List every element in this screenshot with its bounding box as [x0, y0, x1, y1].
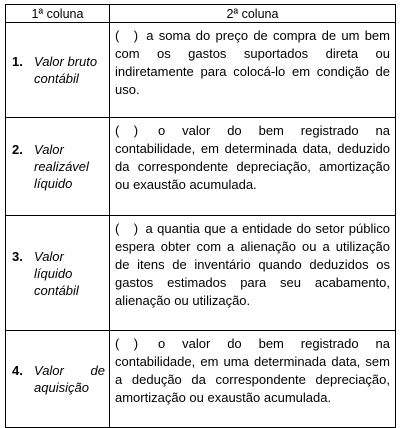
paren-open: (: [115, 221, 120, 236]
term-number: 3.: [12, 248, 23, 264]
header-row: [6, 5, 396, 23]
term-label: [34, 248, 105, 299]
paren-open: (: [115, 123, 120, 138]
term-label-line: Valor bruto: [34, 54, 98, 69]
answer-blank[interactable]: [115, 220, 141, 238]
definition-cell: [110, 118, 396, 216]
paren-close: ): [133, 123, 139, 138]
definition-text: o valor do bem registrado na contabilidade, em determinada data, deduzido da correspondente depreciação, amortização ou exaustão acumulada.: [115, 123, 390, 192]
term-label-line: Valor: [34, 142, 64, 157]
term-label-line: líquido: [34, 176, 73, 191]
term-cell: [6, 216, 110, 331]
definition-text: o valor do bem registrado na contabilidade, em uma determinada data, sem a dedução da correspondente depreciação, amortização ou exaustão acumulada.: [115, 336, 390, 405]
term-cell: [6, 23, 110, 118]
term-label: [34, 362, 105, 396]
term-label-line: Valor de: [34, 363, 105, 378]
term-label-line: aquisição: [34, 380, 89, 395]
definition-cell: [110, 331, 396, 428]
term-cell: [6, 331, 110, 428]
matching-table: [5, 4, 396, 428]
term-label-line: contábil: [34, 282, 79, 298]
term-number: 1.: [12, 54, 23, 69]
term-label-line: realizável: [34, 159, 89, 174]
table-row: [6, 331, 396, 428]
term-label-line: Valor: [34, 248, 64, 264]
definition-cell: [110, 23, 396, 118]
paren-open: (: [115, 28, 120, 43]
paren-open: (: [115, 336, 120, 351]
table-row: [6, 216, 396, 331]
table-row: [6, 23, 396, 118]
term-number: 2.: [12, 142, 23, 157]
term-number: 4.: [12, 363, 23, 378]
definition-cell: [110, 216, 396, 331]
answer-blank[interactable]: [115, 122, 141, 140]
column-1-header: 1ª coluna: [6, 5, 110, 23]
term-cell: [6, 118, 110, 216]
paren-close: ): [133, 336, 139, 351]
column-2-header: 2ª coluna: [110, 5, 396, 23]
term-label-line: líquido: [34, 265, 73, 281]
definition-text: a soma do preço de compra de um bem com os gastos suportados direta ou indiretamente para colocá-lo em condição de uso.: [115, 28, 390, 97]
term-label-line: contábil: [34, 71, 79, 86]
paren-close: ): [133, 221, 139, 236]
table-row: [6, 118, 396, 216]
definition-text: a quantia que a entidade do setor público espera obter com a alienação ou a utilização de itens de inventário quando deduzidos os gastos estimados para seu acabamento, alienação ou utilização.: [115, 221, 390, 308]
term-label: [34, 141, 105, 192]
answer-blank[interactable]: [115, 27, 141, 45]
term-label: [34, 53, 105, 87]
paren-close: ): [133, 28, 139, 43]
answer-blank[interactable]: [115, 335, 141, 353]
